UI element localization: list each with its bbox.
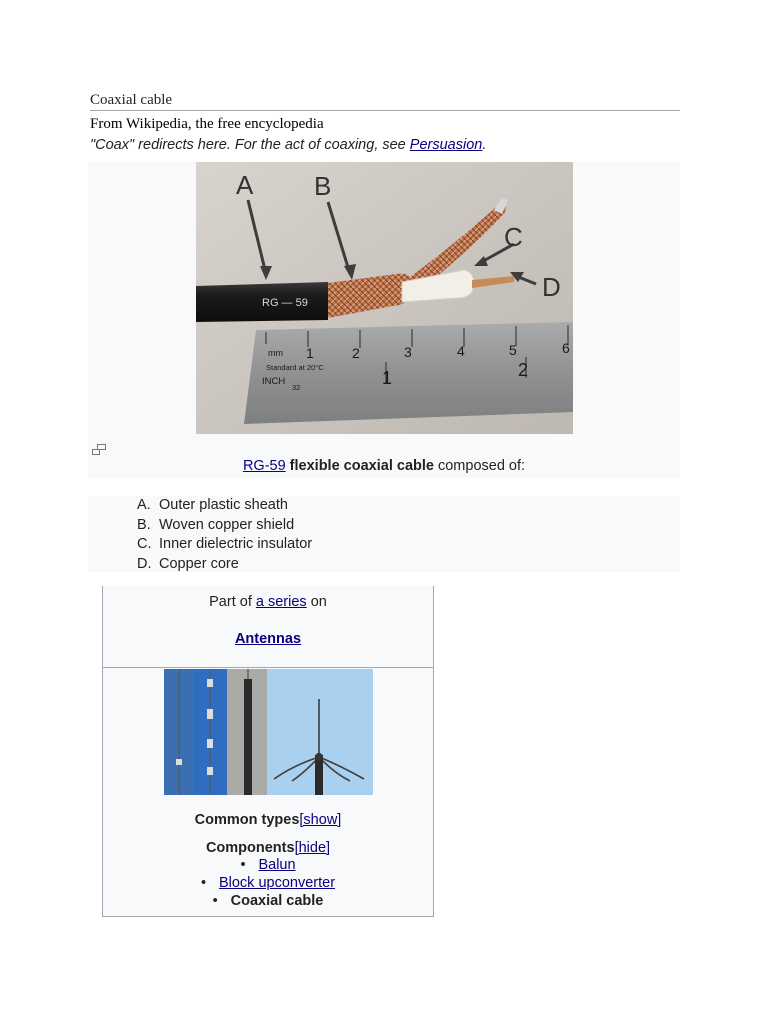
svg-text:Standard at 20°C: Standard at 20°C bbox=[266, 363, 324, 372]
enlarge-icon[interactable] bbox=[92, 444, 106, 456]
caption-rest: composed of: bbox=[433, 458, 526, 474]
coaxial-cable-photo[interactable] bbox=[196, 162, 573, 434]
svg-text:2: 2 bbox=[518, 360, 529, 380]
svg-text:2: 2 bbox=[352, 345, 360, 361]
svg-text:32: 32 bbox=[292, 383, 301, 392]
antennas-series-infobox bbox=[102, 586, 434, 917]
svg-text:mm: mm bbox=[268, 348, 283, 358]
list-item bbox=[137, 496, 312, 516]
balun-link[interactable]: Balun bbox=[258, 857, 296, 873]
list-item-text: Inner dielectric insulator bbox=[159, 536, 313, 552]
figure-label-c: C bbox=[504, 222, 523, 252]
list-marker: B. bbox=[137, 516, 151, 533]
infobox-divider bbox=[103, 667, 433, 668]
antenna-images[interactable] bbox=[164, 669, 373, 795]
figure-label-b: B bbox=[314, 171, 332, 201]
list-item bbox=[137, 535, 312, 555]
page-title: Coaxial cable bbox=[90, 92, 680, 111]
ruler bbox=[244, 322, 573, 424]
list-marker: A. bbox=[137, 497, 151, 513]
parts-box bbox=[88, 496, 680, 572]
svg-text:RG — 59: RG — 59 bbox=[262, 297, 308, 309]
hatnote bbox=[90, 137, 486, 153]
common-types-row bbox=[103, 812, 433, 828]
svg-text:3: 3 bbox=[404, 344, 412, 360]
series-line bbox=[103, 594, 433, 610]
series-title bbox=[103, 631, 433, 647]
rg59-link[interactable]: RG-59 bbox=[242, 458, 286, 474]
current-page-item: Coaxial cable bbox=[230, 893, 324, 909]
list-item bbox=[137, 516, 312, 536]
antennas-link[interactable]: Antennas bbox=[234, 631, 302, 647]
caption-bold: flexible coaxial cable bbox=[285, 458, 434, 474]
parts-list bbox=[137, 496, 312, 574]
svg-text:1: 1 bbox=[306, 345, 314, 361]
figure-box bbox=[88, 162, 680, 478]
list-item: • Block upconverter bbox=[200, 875, 336, 891]
svg-text:INCH: INCH bbox=[262, 376, 286, 387]
list-marker: C. bbox=[137, 536, 152, 552]
list-marker: D. bbox=[137, 555, 152, 572]
components-hide-toggle[interactable]: [hide] bbox=[294, 840, 331, 856]
hatnote-suffix: . bbox=[482, 137, 487, 153]
list-item: • Coaxial cable bbox=[212, 893, 324, 909]
figure-label-d: D bbox=[542, 272, 561, 302]
hatnote-prefix: "Coax" redirects here. For the act of coaxing, see bbox=[90, 137, 410, 153]
list-item: • Balun bbox=[240, 857, 296, 873]
series-prefix: Part of bbox=[209, 594, 256, 610]
svg-text:6: 6 bbox=[562, 340, 570, 356]
tagline: From Wikipedia, the free encyclopedia bbox=[90, 116, 324, 132]
common-types-show-toggle[interactable]: [show] bbox=[299, 812, 342, 828]
series-suffix: on bbox=[306, 594, 327, 610]
list-item-text: Woven copper shield bbox=[159, 516, 295, 533]
components-label: Components bbox=[205, 840, 295, 856]
list-item bbox=[137, 555, 312, 575]
components-row bbox=[103, 840, 433, 856]
svg-text:4: 4 bbox=[457, 343, 465, 359]
common-types-label: Common types bbox=[194, 812, 300, 828]
svg-text:1: 1 bbox=[382, 368, 393, 388]
figure-caption bbox=[88, 458, 680, 474]
list-item-text: Outer plastic sheath bbox=[159, 497, 288, 513]
persuasion-link[interactable]: Persuasion bbox=[409, 137, 483, 153]
list-item-text: Copper core bbox=[159, 555, 239, 572]
a-series-link[interactable]: a series bbox=[255, 594, 307, 610]
block-upconverter-link[interactable]: Block upconverter bbox=[218, 875, 336, 891]
svg-text:5: 5 bbox=[509, 342, 517, 358]
figure-label-a: A bbox=[236, 170, 254, 200]
